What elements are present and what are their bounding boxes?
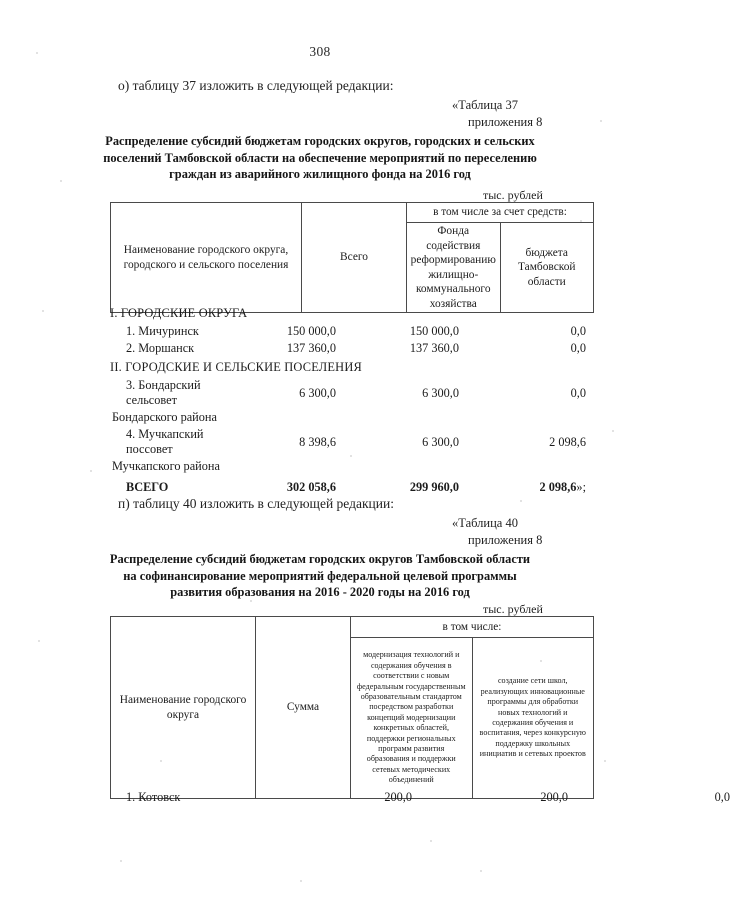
- table-row-continuation: [110, 458, 594, 475]
- header-cell-fund: Фонда содействия реформированию жилищно-коммунального хозяйства: [407, 223, 501, 313]
- cell-total: 137 360,0: [286, 341, 336, 355]
- cell-name: 2. Моршанск: [126, 341, 195, 355]
- table-row: [110, 426, 594, 458]
- scan-speckle: [38, 640, 40, 642]
- cell-name: 3. Бондарский сельсовет: [126, 378, 201, 407]
- cell-budget: 0,0: [570, 324, 586, 338]
- table-section-heading: I. ГОРОДСКИЕ ОКРУГА: [110, 306, 248, 320]
- header-cell-budget: бюджета Тамбовской области: [500, 223, 594, 313]
- cell-name-continuation: Бондарского района: [112, 410, 217, 424]
- table-total-row: [110, 475, 594, 496]
- item-p-ref-table: «Таблица 40: [452, 516, 518, 530]
- item-p-ref-appendix: приложения 8: [468, 533, 543, 547]
- header-cell-name: Наименование городского округа, городского и сельского поселения: [111, 203, 302, 313]
- item-p-table-title: [70, 551, 570, 601]
- item-o-title-line-1: Распределение субсидий бюджетам городских округов, городских и сельских: [105, 134, 535, 148]
- table-40-rows: [110, 789, 744, 806]
- item-o-units-label: тыс. рублей: [483, 188, 543, 202]
- header-cell-name: Наименование городского округа: [111, 617, 256, 799]
- cell-network: 0,0: [714, 790, 730, 804]
- table-section-heading-row: [110, 303, 594, 323]
- item-p-table-reference: [452, 515, 542, 549]
- table-40-body-table: [110, 789, 744, 806]
- header-cell-network: создание сети школ, реализующих инновационные программы для обработки новых технологий и содержания обучения и воспитания, через конкурсную поддержку школьных инициатив и сетевых проектов: [472, 638, 594, 799]
- table-40-header: [110, 616, 594, 799]
- scan-speckle: [350, 455, 352, 457]
- cell-fund: 137 360,0: [409, 341, 459, 355]
- cell-total: 8 398,6: [299, 434, 336, 449]
- cell-total-fund: 299 960,0: [409, 480, 459, 494]
- item-o-title-line-3: граждан из аварийного жилищного фонда на 2016 год: [169, 167, 471, 181]
- header-cell-total: Всего: [302, 203, 407, 313]
- scan-speckle: [600, 120, 602, 122]
- scan-speckle: [160, 760, 162, 762]
- scan-speckle: [300, 880, 302, 882]
- scan-speckle: [120, 860, 122, 862]
- cell-modernization: 200,0: [540, 790, 568, 804]
- scan-speckle: [250, 600, 252, 602]
- item-p-title-line-2: на софинансирование мероприятий федеральной целевой программы: [123, 568, 517, 583]
- cell-name-continuation: Мучкапского района: [112, 459, 220, 473]
- scan-speckle: [540, 660, 542, 662]
- cell-fund: 6 300,0: [422, 385, 459, 400]
- cell-total: 6 300,0: [299, 385, 336, 400]
- header-cell-group: в том числе за счет средств:: [407, 203, 594, 223]
- page-number: 308: [309, 44, 331, 59]
- table-row: [110, 340, 594, 357]
- cell-budget: 2 098,6: [549, 434, 586, 449]
- cell-total-sum: 302 058,6: [286, 480, 336, 494]
- cell-name: 1. Котовск: [126, 790, 181, 804]
- header-cell-modernization: модернизация технологий и содержания обучения в соответствии с новым федеральным государственным образовательным стандартом посредством разработки концепций модернизации конкретных областей, поддержки региональных программ развития образования и поддержки сетевых методических объединений: [351, 638, 473, 799]
- scan-speckle: [520, 500, 522, 502]
- table-row: [110, 789, 744, 806]
- cell-total-label: ВСЕГО: [126, 480, 169, 494]
- scan-speckle: [480, 870, 482, 872]
- cell-total-budget: 2 098,6»;: [539, 480, 586, 494]
- table-row: [110, 377, 594, 409]
- scan-speckle: [604, 760, 606, 762]
- table-section-heading-row: [110, 357, 594, 377]
- item-o-ref-table: «Таблица 37: [452, 98, 518, 112]
- header-cell-sum: Сумма: [256, 617, 351, 799]
- table-40-body: [110, 789, 730, 806]
- table-37-body-table: [110, 303, 594, 496]
- cell-name: 1. Мичуринск: [126, 324, 199, 338]
- cell-sum: 200,0: [384, 790, 412, 804]
- item-o-table-title: [70, 133, 570, 183]
- item-p-title-line-1: Распределение субсидий бюджетам городских округов Тамбовской области: [109, 552, 531, 566]
- scan-speckle: [42, 310, 44, 312]
- scan-speckle: [612, 430, 614, 432]
- item-o-table-reference: [452, 97, 542, 131]
- table-37-body: [110, 303, 594, 496]
- cell-total: 150 000,0: [286, 324, 336, 338]
- table-37-header: [110, 202, 594, 313]
- scan-speckle: [36, 52, 38, 54]
- cell-name: 4. Мучкапский поссовет: [126, 427, 204, 456]
- header-cell-group: в том числе:: [351, 617, 594, 638]
- item-p-lead-text: п) таблицу 40 изложить в следующей редакции:: [118, 496, 394, 511]
- scan-speckle: [60, 180, 62, 182]
- item-o-lead-text: о) таблицу 37 изложить в следующей редакции:: [118, 78, 394, 93]
- table-37-rows: [110, 303, 594, 496]
- cell-fund: 6 300,0: [422, 434, 459, 449]
- cell-budget: 0,0: [570, 341, 586, 355]
- item-p-units-label: тыс. рублей: [483, 602, 543, 616]
- item-o-ref-appendix: приложения 8: [468, 115, 543, 129]
- table-row: [111, 203, 594, 223]
- cell-budget: 0,0: [570, 385, 586, 400]
- cell-fund: 150 000,0: [409, 324, 459, 338]
- table-row: [110, 323, 594, 340]
- scan-speckle: [430, 840, 432, 842]
- table-row: [111, 617, 594, 638]
- item-p-title-line-3: развития образования на 2016 - 2020 годы на 2016 год: [170, 585, 470, 599]
- scan-speckle: [580, 220, 582, 222]
- table-row-continuation: [110, 409, 594, 426]
- table-section-heading: II. ГОРОДСКИЕ И СЕЛЬСКИЕ ПОСЕЛЕНИЯ: [110, 360, 362, 374]
- closing-quote-mark: »;: [576, 480, 586, 494]
- scan-speckle: [90, 470, 92, 472]
- item-o-title-line-2: поселений Тамбовской области на обеспечение мероприятий по переселению: [103, 150, 537, 165]
